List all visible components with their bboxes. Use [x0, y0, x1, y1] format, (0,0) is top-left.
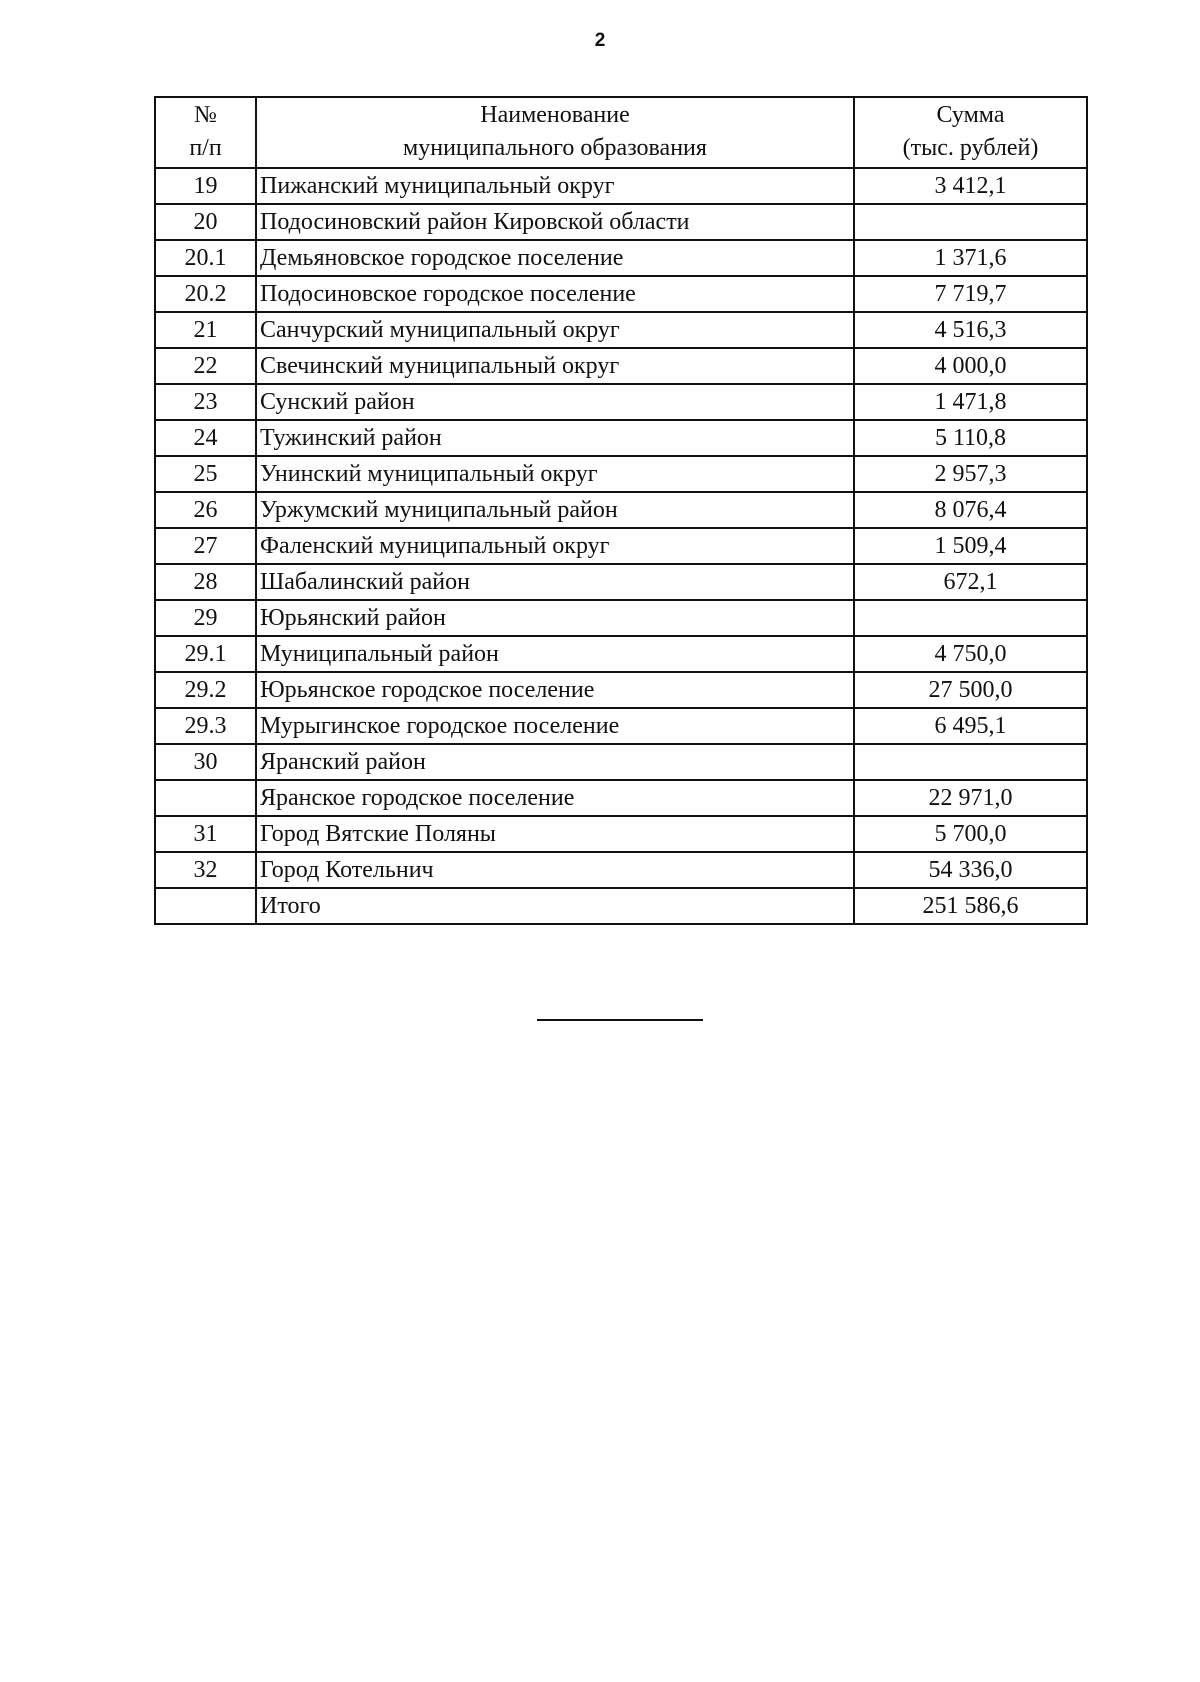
header-sum — [854, 97, 1087, 168]
municipality-name-cell: Яранское городское поселение — [256, 780, 854, 816]
amount-cell: 1 509,4 — [854, 528, 1087, 564]
municipality-name-cell: Итого — [256, 888, 854, 924]
row-number-cell: 25 — [155, 456, 256, 492]
amount-cell: 5 110,8 — [854, 420, 1087, 456]
allocation-table — [154, 96, 1088, 925]
municipality-name-cell: Юрьянский район — [256, 600, 854, 636]
header-number — [155, 97, 256, 168]
table-header-row — [155, 97, 1087, 168]
table-row — [155, 600, 1087, 636]
row-number-cell: 31 — [155, 816, 256, 852]
table-row — [155, 744, 1087, 780]
municipality-name-cell: Демьяновское городское поселение — [256, 240, 854, 276]
amount-cell: 4 750,0 — [854, 636, 1087, 672]
municipality-name-cell: Санчурский муниципальный округ — [256, 312, 854, 348]
municipality-name-cell: Свечинский муниципальный округ — [256, 348, 854, 384]
municipality-name-cell: Мурыгинское городское поселение — [256, 708, 854, 744]
row-number-cell — [155, 888, 256, 924]
table-row — [155, 708, 1087, 744]
row-number-cell: 32 — [155, 852, 256, 888]
row-number-cell: 24 — [155, 420, 256, 456]
table-row — [155, 384, 1087, 420]
amount-cell: 672,1 — [854, 564, 1087, 600]
amount-cell: 251 586,6 — [854, 888, 1087, 924]
row-number-cell: 23 — [155, 384, 256, 420]
table-row — [155, 456, 1087, 492]
amount-cell: 27 500,0 — [854, 672, 1087, 708]
municipality-name-cell: Подосиновский район Кировской области — [256, 204, 854, 240]
municipality-name-cell: Тужинский район — [256, 420, 854, 456]
row-number-cell: 21 — [155, 312, 256, 348]
table-row — [155, 312, 1087, 348]
table-row — [155, 528, 1087, 564]
amount-cell: 6 495,1 — [854, 708, 1087, 744]
table-row — [155, 816, 1087, 852]
amount-cell: 54 336,0 — [854, 852, 1087, 888]
municipality-name-cell: Пижанский муниципальный округ — [256, 168, 854, 204]
header-name-line-1: Наименование — [480, 102, 630, 128]
amount-cell: 4 516,3 — [854, 312, 1087, 348]
amount-cell: 7 719,7 — [854, 276, 1087, 312]
table-body — [155, 168, 1087, 924]
closing-separator-line — [537, 1019, 703, 1021]
header-sum-line-1: Сумма — [936, 102, 1005, 128]
municipality-name-cell: Уржумский муниципальный район — [256, 492, 854, 528]
table-row — [155, 168, 1087, 204]
row-number-cell: 30 — [155, 744, 256, 780]
header-number-line-1: № — [194, 102, 217, 128]
table-row — [155, 420, 1087, 456]
row-number-cell: 20 — [155, 204, 256, 240]
municipality-name-cell: Подосиновское городское поселение — [256, 276, 854, 312]
header-name-line-2: муниципального образования — [403, 135, 707, 161]
row-number-cell: 19 — [155, 168, 256, 204]
municipality-name-cell: Унинский муниципальный округ — [256, 456, 854, 492]
amount-cell: 1 371,6 — [854, 240, 1087, 276]
header-number-line-2: п/п — [189, 135, 222, 161]
municipality-name-cell: Город Котельнич — [256, 852, 854, 888]
row-number-cell: 26 — [155, 492, 256, 528]
row-number-cell: 20.2 — [155, 276, 256, 312]
table-row — [155, 672, 1087, 708]
amount-cell — [854, 204, 1087, 240]
row-number-cell: 29 — [155, 600, 256, 636]
amount-cell: 8 076,4 — [854, 492, 1087, 528]
row-number-cell: 28 — [155, 564, 256, 600]
table-row — [155, 348, 1087, 384]
municipality-name-cell: Юрьянское городское поселение — [256, 672, 854, 708]
header-name — [256, 97, 854, 168]
table-row — [155, 276, 1087, 312]
amount-cell: 5 700,0 — [854, 816, 1087, 852]
table-row — [155, 204, 1087, 240]
table-row — [155, 564, 1087, 600]
table-row — [155, 852, 1087, 888]
municipality-name-cell: Муниципальный район — [256, 636, 854, 672]
amount-cell: 4 000,0 — [854, 348, 1087, 384]
page-number: 2 — [594, 30, 606, 51]
amount-cell: 3 412,1 — [854, 168, 1087, 204]
row-number-cell: 29.3 — [155, 708, 256, 744]
amount-cell — [854, 600, 1087, 636]
table-row — [155, 492, 1087, 528]
municipality-name-cell: Фаленский муниципальный округ — [256, 528, 854, 564]
table-row — [155, 636, 1087, 672]
amount-cell — [854, 744, 1087, 780]
row-number-cell: 29.1 — [155, 636, 256, 672]
row-number-cell — [155, 780, 256, 816]
municipality-name-cell: Яранский район — [256, 744, 854, 780]
municipality-name-cell: Город Вятские Поляны — [256, 816, 854, 852]
municipality-name-cell: Сунский район — [256, 384, 854, 420]
row-number-cell: 20.1 — [155, 240, 256, 276]
amount-cell: 1 471,8 — [854, 384, 1087, 420]
amount-cell: 22 971,0 — [854, 780, 1087, 816]
table-row — [155, 888, 1087, 924]
municipality-name-cell: Шабалинский район — [256, 564, 854, 600]
row-number-cell: 29.2 — [155, 672, 256, 708]
amount-cell: 2 957,3 — [854, 456, 1087, 492]
row-number-cell: 22 — [155, 348, 256, 384]
table-row — [155, 240, 1087, 276]
table-row — [155, 780, 1087, 816]
row-number-cell: 27 — [155, 528, 256, 564]
header-sum-line-2: (тыс. рублей) — [902, 135, 1039, 161]
